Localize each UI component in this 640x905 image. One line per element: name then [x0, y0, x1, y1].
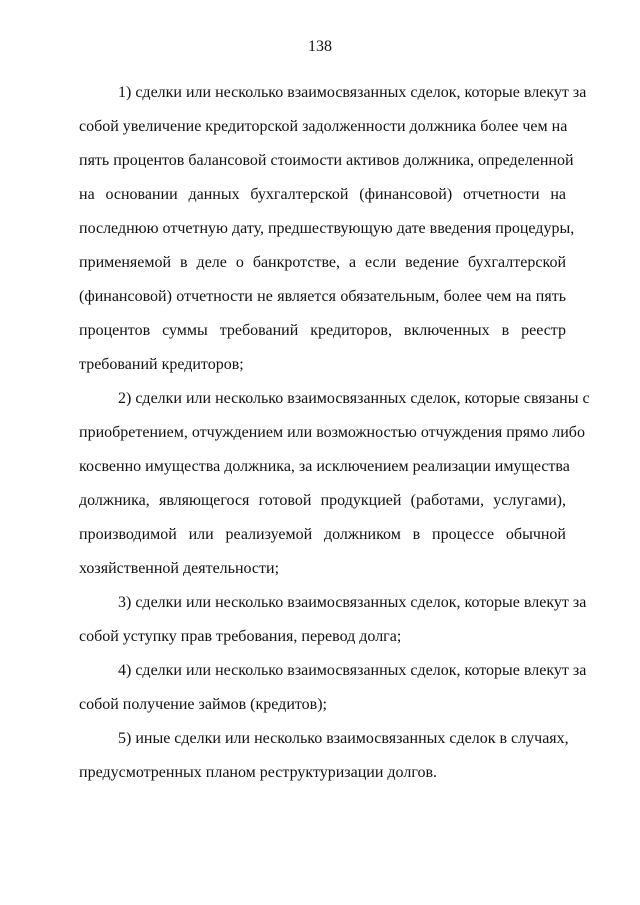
text-line: 5) иные сделки или несколько взаимосвязанных сделок в случаях,: [118, 730, 569, 747]
text-line: должника, являющегося готовой продукцией (работами, услугами),: [79, 492, 566, 509]
text-line: на основании данных бухгалтерской (финансовой) отчетности на: [79, 186, 566, 203]
page-number: 138: [308, 38, 332, 55]
text-line: собой получение займов (кредитов);: [79, 696, 327, 713]
text-line: 2) сделки или несколько взаимосвязанных сделок, которые связаны с: [118, 390, 590, 407]
text-line: приобретением, отчуждением или возможностью отчуждения прямо либо: [79, 424, 585, 441]
paragraph-item-3: [79, 586, 587, 654]
text-line: собой увеличение кредиторской задолженности должника более чем на: [79, 118, 568, 135]
paragraph-item-4: [79, 654, 587, 722]
text-line: предусмотренных планом реструктуризации долгов.: [79, 764, 438, 781]
text-line: 4) сделки или несколько взаимосвязанных сделок, которые влекут за: [118, 662, 587, 679]
text-line: 3) сделки или несколько взаимосвязанных сделок, которые влекут за: [118, 594, 587, 611]
text-line: применяемой в деле о банкротстве, а если ведение бухгалтерской: [79, 254, 566, 271]
text-line: собой уступку прав требования, перевод долга;: [79, 628, 402, 645]
text-line: производимой или реализуемой должником в процессе обычной: [79, 526, 566, 543]
text-line: последнюю отчетную дату, предшествующую дате введения процедуры,: [79, 220, 575, 237]
paragraph-item-2: [79, 382, 590, 586]
paragraph-item-1: [79, 76, 587, 382]
text-line: косвенно имущества должника, за исключением реализации имущества: [79, 458, 570, 475]
paragraph-item-5: [79, 722, 569, 790]
text-line: 1) сделки или несколько взаимосвязанных сделок, которые влекут за: [118, 84, 587, 101]
text-line: пять процентов балансовой стоимости активов должника, определенной: [79, 152, 574, 169]
text-line: требований кредиторов;: [79, 356, 244, 373]
text-line: (финансовой) отчетности не является обязательным, более чем на пять: [79, 288, 566, 305]
text-line: процентов суммы требований кредиторов, включенных в реестр: [79, 322, 566, 339]
text-line: хозяйственной деятельности;: [79, 560, 280, 577]
document-body: [79, 76, 590, 790]
